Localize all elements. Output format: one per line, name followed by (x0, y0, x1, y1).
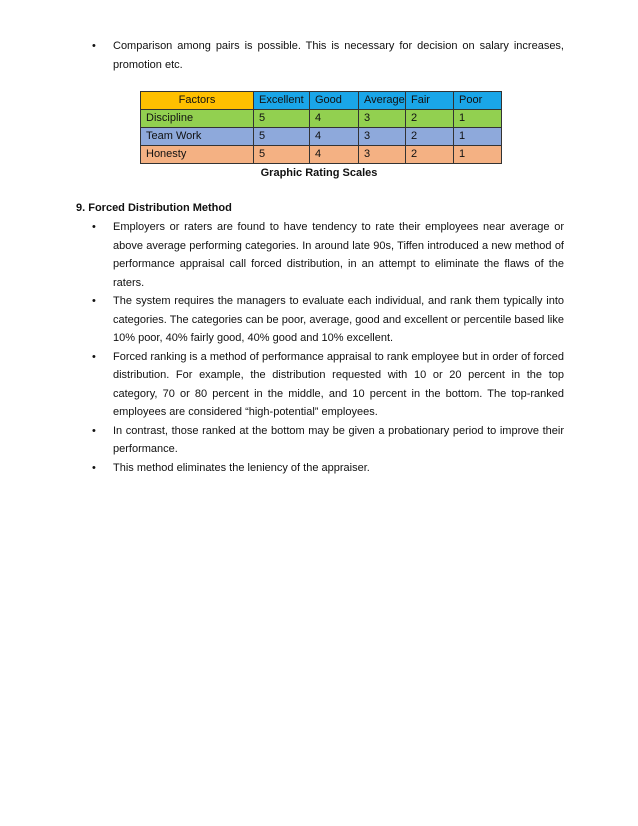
value-cell: 3 (359, 146, 406, 164)
header-excellent: Excellent (254, 92, 310, 110)
list-item (88, 292, 564, 348)
value-cell: 2 (406, 128, 454, 146)
value-cell: 1 (454, 146, 502, 164)
bullet-text: Employers or raters are found to have tendency to rate their employees near average or above average performing categories. In around late 90s, Tiffen introduced a new method of performance appraisal call forced distribution, in an attempt to eliminate the flaws of the raters. (113, 221, 564, 289)
section-heading: 9. Forced Distribution Method (76, 202, 232, 214)
bullet-icon: • (92, 424, 96, 437)
table-header-row (141, 92, 502, 110)
header-poor: Poor (454, 92, 502, 110)
rating-scale-table (140, 91, 502, 164)
factor-cell: Honesty (141, 146, 254, 164)
value-cell: 5 (254, 128, 310, 146)
value-cell: 3 (359, 110, 406, 128)
bullet-icon: • (92, 461, 96, 474)
value-cell: 2 (406, 146, 454, 164)
intro-bullet-list (88, 37, 564, 74)
factor-cell: Team Work (141, 128, 254, 146)
bullet-text: The system requires the managers to evaluate each individual, and rank them typically into categories. The categories can be poor, average, good and excellent or percentile based like 10% poor, 40% fairly good, 40% good and 10% excellent. (113, 295, 564, 344)
list-item (88, 348, 564, 422)
bullet-icon: • (92, 221, 96, 233)
header-average: Average (359, 92, 406, 110)
value-cell: 5 (254, 110, 310, 128)
header-factors: Factors (141, 92, 254, 110)
table-caption: Graphic Rating Scales (260, 167, 378, 179)
value-cell: 5 (254, 146, 310, 164)
value-cell: 4 (310, 110, 359, 128)
table-row (141, 128, 502, 146)
section-bullet-list (88, 218, 564, 477)
bullet-text: In contrast, those ranked at the bottom may be given a probationary period to improve their performance. (113, 424, 564, 455)
value-cell: 4 (310, 146, 359, 164)
value-cell: 1 (454, 110, 502, 128)
value-cell: 4 (310, 128, 359, 146)
table-row (141, 146, 502, 164)
table-row (141, 110, 502, 128)
factor-cell: Discipline (141, 110, 254, 128)
list-item (88, 459, 564, 478)
list-item (88, 37, 564, 74)
bullet-icon: • (92, 40, 96, 52)
bullet-text: Comparison among pairs is possible. This is necessary for decision on salary increases, promotion etc. (113, 40, 564, 71)
value-cell: 1 (454, 128, 502, 146)
list-item (88, 218, 564, 292)
list-item (88, 422, 564, 459)
bullet-icon: • (92, 350, 96, 363)
value-cell: 3 (359, 128, 406, 146)
header-fair: Fair (406, 92, 454, 110)
bullet-icon: • (92, 295, 96, 307)
value-cell: 2 (406, 110, 454, 128)
bullet-text: This method eliminates the leniency of the appraiser. (113, 461, 370, 474)
header-good: Good (310, 92, 359, 110)
bullet-text: Forced ranking is a method of performance appraisal to rank employee but in order of forced distribution. For example, the distribution requested with 10 or 20 percent in the top category, 70 or 80 percent in the middle, and 10 percent in the bottom. The top-ranked employees are considered “high-potential” employees. (113, 350, 564, 418)
